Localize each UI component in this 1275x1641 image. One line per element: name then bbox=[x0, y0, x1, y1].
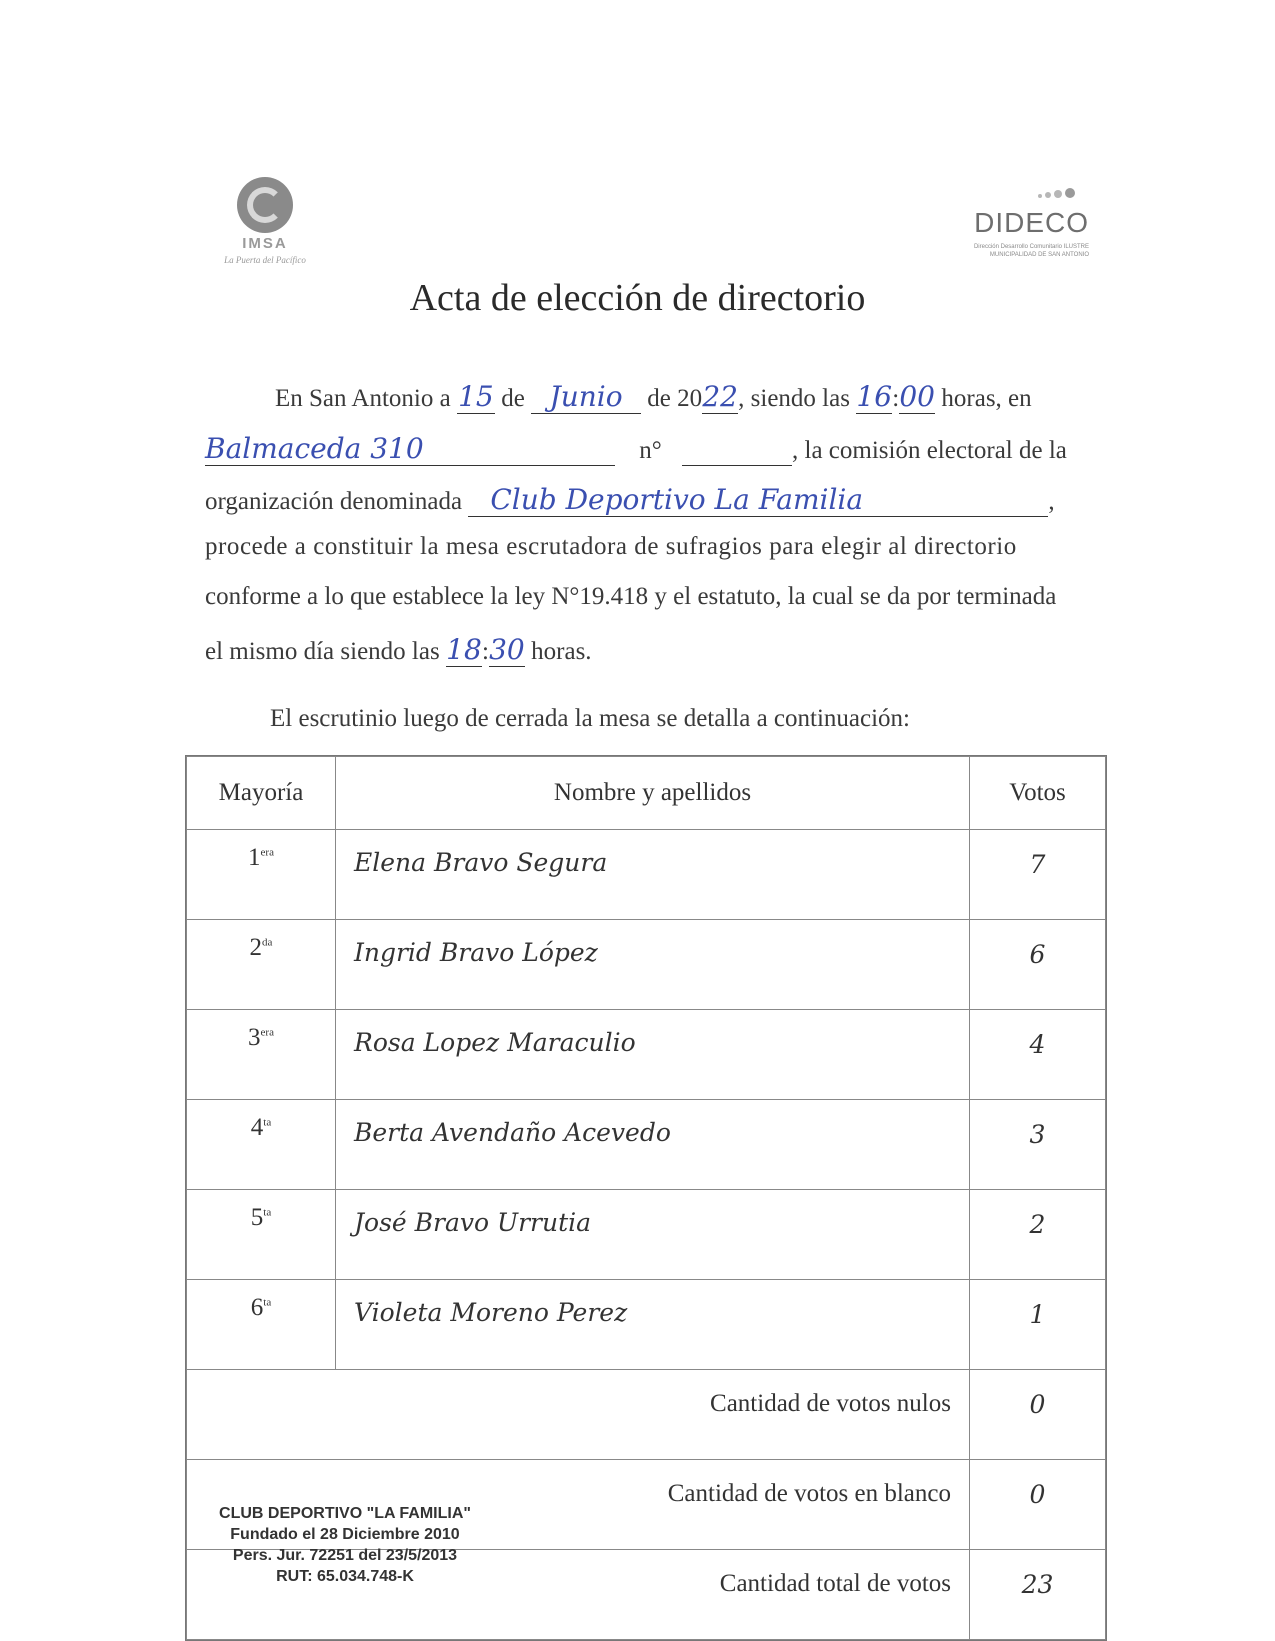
table-row: $1^{era}$ Elena Bravo Segura 7 bbox=[187, 830, 1106, 920]
table-header-row bbox=[187, 757, 1106, 830]
paragraph-line-3: organización denominada Club Deportivo La Familia , bbox=[205, 483, 1055, 516]
table-row: $6^{ta}$ Violeta Moreno Perez 1 bbox=[187, 1280, 1106, 1370]
start-minute-field[interactable]: 00 bbox=[899, 380, 935, 413]
candidate-name[interactable]: Berta Avendaño Acevedo bbox=[336, 1100, 970, 1190]
candidate-votes[interactable]: 7 bbox=[970, 830, 1106, 920]
blank-votes-value[interactable]: 0 bbox=[970, 1460, 1106, 1550]
summary-row-null bbox=[187, 1370, 1106, 1460]
paragraph-line-1: En San Antonio a 15 de Junio de 2022, siendo las 16:00 horas, en bbox=[275, 380, 1032, 413]
page-title: Acta de elección de directorio bbox=[409, 277, 866, 319]
month-field[interactable]: Junio bbox=[549, 380, 623, 413]
candidate-name[interactable]: Ingrid Bravo López bbox=[336, 920, 970, 1010]
null-votes-label: Cantidad de votos nulos bbox=[187, 1370, 970, 1460]
dideco-logo-subtitle: Dirección Desarrollo Comunitario ILUSTRE MUNICIPALIDAD DE SAN ANTONIO bbox=[973, 244, 1089, 258]
scrutiny-intro: El escrutinio luego de cerrada la mesa se detalla a continuación: bbox=[270, 705, 911, 732]
blank-votes-label: Cantidad de votos en blanco bbox=[187, 1460, 970, 1550]
paragraph-line-5: conforme a lo que establece la ley N°19.418 y el estatuto, la cual se da por terminada bbox=[205, 583, 1057, 610]
candidate-votes[interactable]: 6 bbox=[970, 920, 1106, 1010]
table-row: $3^{era}$ Rosa Lopez Maraculio 4 bbox=[187, 1010, 1106, 1100]
header-rank: Mayoría bbox=[187, 757, 336, 830]
header-votes: Votos bbox=[970, 757, 1106, 830]
imsa-logo bbox=[205, 165, 325, 270]
club-stamp: CLUB DEPORTIVO "LA FAMILIA" Fundado el 28 Diciembre 2010 Pers. Jur. 72251 del 23/5/2013 RUT: 65.034.748-K bbox=[219, 1505, 471, 1585]
table-row: $5^{ta}$ José Bravo Urrutia 2 bbox=[187, 1190, 1106, 1280]
end-hour-field[interactable]: 18 bbox=[446, 633, 482, 666]
year-field[interactable]: 22 bbox=[702, 380, 738, 413]
address-field[interactable]: Balmaceda 310 bbox=[205, 432, 424, 465]
table-row: $2^{da}$ Ingrid Bravo López 6 bbox=[187, 920, 1106, 1010]
candidate-votes[interactable]: 1 bbox=[970, 1280, 1106, 1370]
null-votes-value[interactable]: 0 bbox=[970, 1370, 1106, 1460]
candidate-votes[interactable]: 2 bbox=[970, 1190, 1106, 1280]
table-row: $4^{ta}$ Berta Avendaño Acevedo 3 bbox=[187, 1100, 1106, 1190]
total-votes-value[interactable]: 23 bbox=[970, 1550, 1106, 1640]
candidate-votes[interactable]: 3 bbox=[970, 1100, 1106, 1190]
candidate-votes[interactable]: 4 bbox=[970, 1010, 1106, 1100]
start-hour-field[interactable]: 16 bbox=[856, 380, 893, 413]
header-name: Nombre y apellidos bbox=[336, 757, 970, 830]
imsa-logo-name: IMSA bbox=[242, 235, 288, 252]
total-votes-label: Cantidad total de votos bbox=[187, 1550, 970, 1640]
candidate-name[interactable]: Elena Bravo Segura bbox=[336, 830, 970, 920]
imsa-logo-tagline: La Puerta del Pacífico bbox=[224, 255, 306, 265]
candidate-name[interactable]: Rosa Lopez Maraculio bbox=[336, 1010, 970, 1100]
dideco-logo-name: DIDECO bbox=[974, 207, 1089, 238]
dideco-logo bbox=[975, 185, 1095, 265]
paragraph-line-2: Balmaceda 310 n° , la comisión electoral de la bbox=[205, 432, 1067, 465]
dideco-dots-icon bbox=[1035, 185, 1075, 203]
paragraph-line-6: el mismo día siendo las 18:30 horas. bbox=[205, 633, 592, 666]
organization-field[interactable]: Club Deportivo La Familia bbox=[490, 483, 864, 516]
candidate-name[interactable]: Violeta Moreno Perez bbox=[336, 1280, 970, 1370]
candidate-name[interactable]: José Bravo Urrutia bbox=[336, 1190, 970, 1280]
paragraph-line-4: procede a constituir la mesa escrutadora de sufragios para elegir al directorio bbox=[205, 533, 1017, 560]
day-field[interactable]: 15 bbox=[458, 380, 494, 413]
end-minute-field[interactable]: 30 bbox=[489, 633, 525, 666]
